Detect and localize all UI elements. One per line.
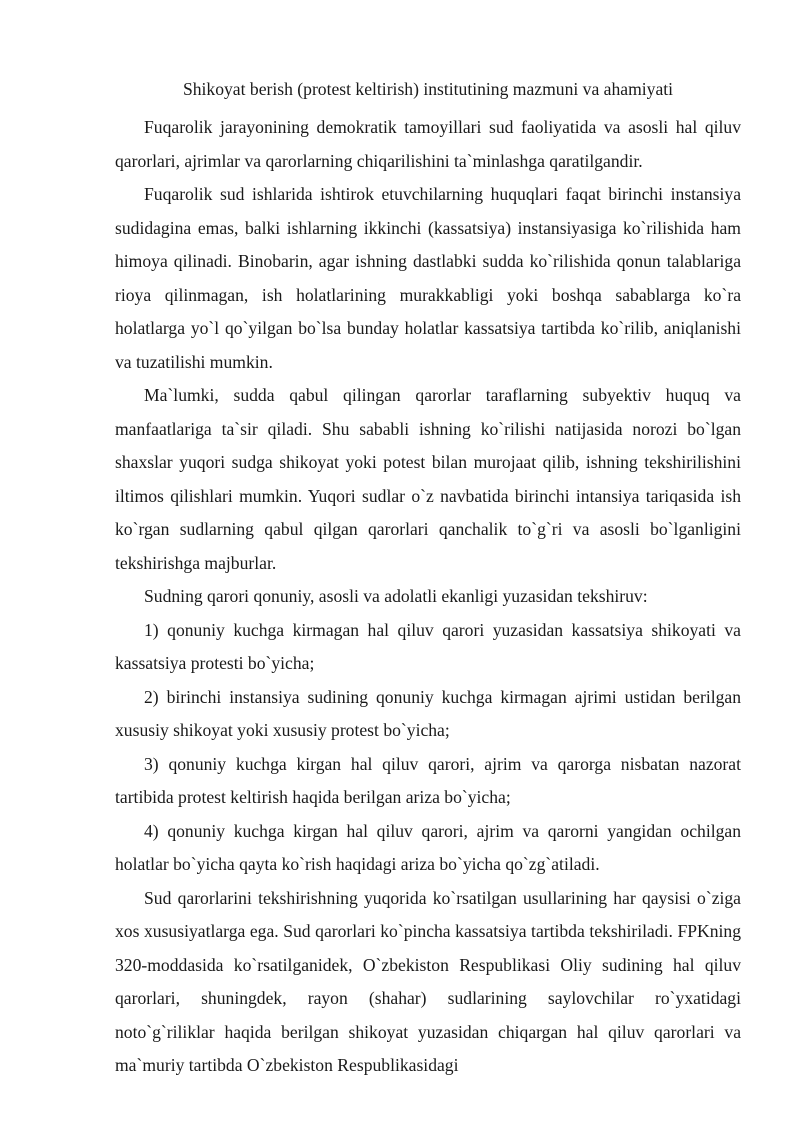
paragraph-participants-rights: Fuqarolik sud ishlarida ishtirok etuvchilarning huquqlari faqat birinchi instansiya sudidagina emas, balki ishlarning ikkinchi (kassatsiya) instansiyasiga ko`rilishida ham himoya qilinadi. Binobarin, agar ishning dastlabki sudda ko`rilishida qonun talablariga rioya qilinmagan, ish holatlarining murakkabligi yoki boshqa sabablarga ko`ra holatlarga yo`l qo`yilgan bo`lsa bunday holatlar kassatsiya tartibda ko`rilib, aniqlanishi va tuzatilishi mumkin. <box>115 184 741 372</box>
list-item-4: 4) qonuniy kuchga kirgan hal qiluv qarori, ajrim va qarorni yangidan ochilgan holatlar bo`yicha qayta ko`rish haqidagi ariza bo`yicha qo`zg`atiladi. <box>115 820 741 874</box>
list-item-2: 2) birinchi instansiya sudining qonuniy kuchga kirmagan ajrimi ustidan berilgan xususiy shikoyat yoki xususiy protest bo`yicha; <box>115 686 741 740</box>
paragraph-review-methods: Sud qarorlarini tekshirishning yuqorida ko`rsatilgan usullarining har qaysisi o`ziga xos xususiyatlarga ega. Sud qarorlari ko`pincha kassatsiya tartibda tekshiriladi. FPKning 320-moddasida ko`rsatilganidek, O`zbekiston Respublikasi Oliy sudining hal qiluv qarorlari, shuningdek, rayon (shahar) sudlarining saylovchilar ro`yxatidagi noto`g`riliklar haqida berilgan shikoyat yuzasidan chiqargan hal qiluv qarorlari va ma`muriy tartibda O`zbekiston Respublikasidagi <box>115 887 741 1075</box>
list-item-1: 1) qonuniy kuchga kirmagan hal qiluv qarori yuzasidan kassatsiya shikoyati va kassatsiya protesti bo`yicha; <box>115 619 741 673</box>
paragraph-review-intro: Sudning qarori qonuniy, asosli va adolatli ekanligi yuzasidan tekshiruv: <box>144 586 648 606</box>
document-body <box>115 73 741 1083</box>
paragraph-higher-court: Ma`lumki, sudda qabul qilingan qarorlar taraflarning subyektiv huquq va manfaatlariga ta`sir qiladi. Shu sababli ishning ko`rilishi natijasida norozi bo`lgan shaxslar yuqori sudga shikoyat yoki potest bilan murojaat qilib, ishning tekshirilishini iltimos qilishlari mumkin. Yuqori sudlar o`z navbatida birinchi intansiya tariqasida ish ko`rgan sudlarning qabul qilgan qarorlari qanchalik to`g`ri va asosli bo`lganligini tekshirishga majburlar. <box>115 385 741 573</box>
list-item-3: 3) qonuniy kuchga kirgan hal qiluv qarori, ajrim va qarorga nisbatan nazorat tartibida protest keltirish haqida berilgan ariza bo`yicha; <box>115 753 741 807</box>
document-title: Shikoyat berish (protest keltirish) institutining mazmuni va ahamiyati <box>182 79 674 99</box>
paragraph-intro: Fuqarolik jarayonining demokratik tamoyillari sud faoliyatida va asosli hal qiluv qarorlari, ajrimlar va qarorlarning chiqarilishini ta`minlashga qaratilgandir. <box>115 117 741 171</box>
